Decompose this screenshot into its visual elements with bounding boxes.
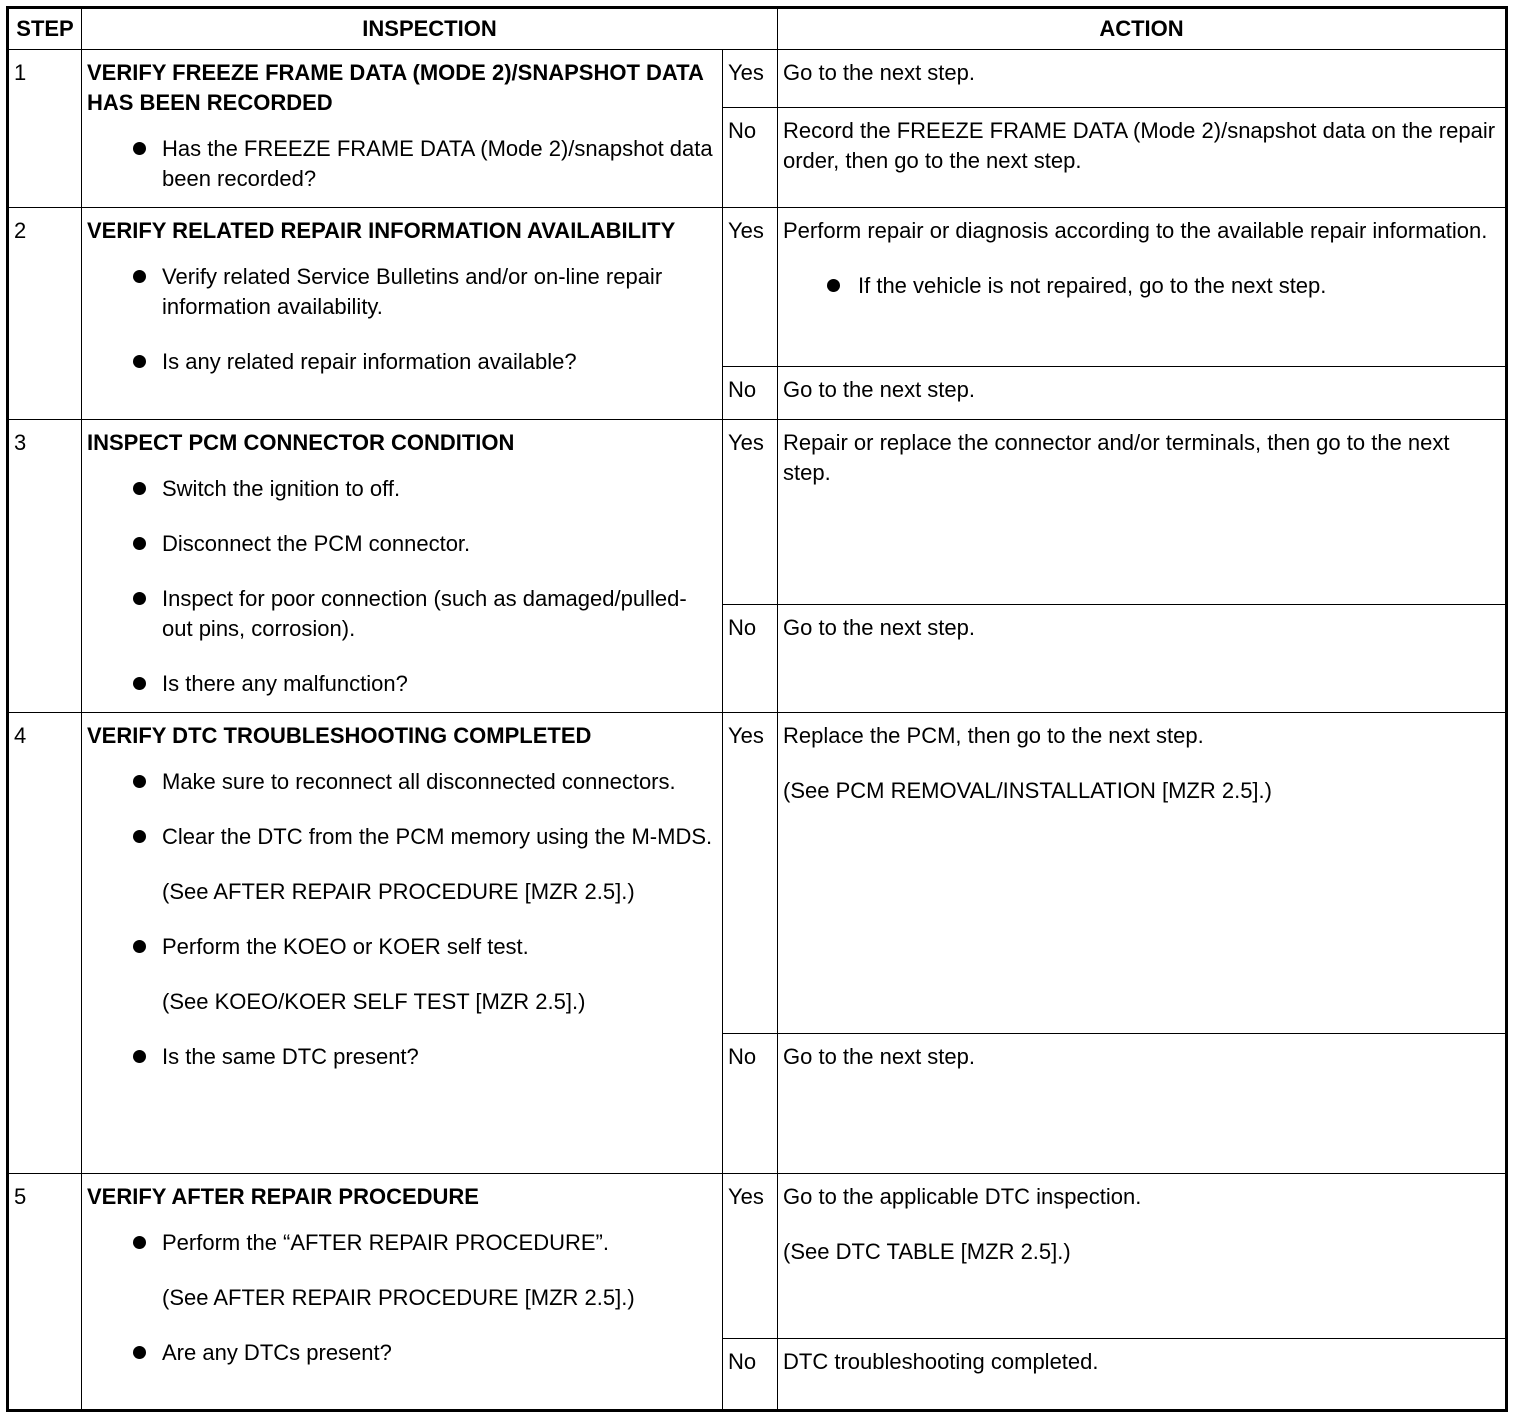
header-step: STEP (8, 8, 82, 50)
inspection-item: Has the FREEZE FRAME DATA (Mode 2)/snapshot data been recorded? (87, 134, 717, 194)
no-action: DTC troubleshooting completed. (778, 1339, 1507, 1411)
yes-action (778, 1174, 1507, 1339)
inspection-item-text: Perform the KOEO or KOER self test. (162, 934, 529, 959)
inspection-item (87, 1228, 717, 1313)
step-number: 4 (8, 713, 82, 1174)
inspection-item (87, 1338, 717, 1368)
step-title: VERIFY FREEZE FRAME DATA (MODE 2)/SNAPSHOT DATA HAS BEEN RECORDED (87, 60, 704, 115)
yes-action-text: Replace the PCM, then go to the next step. (783, 723, 1204, 748)
no-label: No (723, 367, 778, 420)
yes-action: Repair or replace the connector and/or terminals, then go to the next step. (778, 420, 1507, 605)
step-inspection (82, 1174, 723, 1411)
inspection-item: Disconnect the PCM connector. (87, 529, 717, 559)
step-number: 3 (8, 420, 82, 713)
header-inspection: INSPECTION (82, 8, 778, 50)
no-action: Go to the next step. (778, 367, 1507, 420)
yes-action: Go to the next step. (778, 50, 1507, 108)
reference-note: (See AFTER REPAIR PROCEDURE [MZR 2.5].) (162, 1285, 635, 1310)
step-inspection (82, 420, 723, 713)
yes-label: Yes (723, 1174, 778, 1339)
inspection-item (87, 932, 717, 1017)
yes-label: Yes (723, 208, 778, 367)
inspection-item-text: Perform the “AFTER REPAIR PROCEDURE”. (162, 1230, 609, 1255)
no-label: No (723, 1034, 778, 1174)
step-inspection (82, 50, 723, 208)
step-5-yes-row (8, 1174, 1507, 1339)
reference-note: (See AFTER REPAIR PROCEDURE [MZR 2.5].) (162, 879, 635, 904)
inspection-item (87, 1042, 717, 1072)
yes-label: Yes (723, 713, 778, 1034)
inspection-item-text: Is the same DTC present? (162, 1044, 419, 1069)
yes-action-bullet: If the vehicle is not repaired, go to the next step. (783, 271, 1500, 301)
step-1-yes-row (8, 50, 1507, 108)
yes-action (778, 208, 1507, 367)
step-title: VERIFY RELATED REPAIR INFORMATION AVAILABILITY (87, 218, 676, 243)
inspection-item (87, 767, 717, 797)
reference-note: (See PCM REMOVAL/INSTALLATION [MZR 2.5].) (783, 778, 1272, 803)
step-inspection (82, 208, 723, 420)
no-label: No (723, 1339, 778, 1411)
reference-note: (See DTC TABLE [MZR 2.5].) (783, 1239, 1071, 1264)
inspection-item (87, 822, 717, 907)
yes-label: Yes (723, 420, 778, 605)
step-title: VERIFY AFTER REPAIR PROCEDURE (87, 1184, 479, 1209)
yes-action-text: Perform repair or diagnosis according to the available repair information. (783, 218, 1488, 243)
no-action: Go to the next step. (778, 1034, 1507, 1174)
step-title: INSPECT PCM CONNECTOR CONDITION (87, 430, 515, 455)
diagnostic-procedure-table (6, 6, 1508, 1412)
step-3-yes-row (8, 420, 1507, 605)
step-2-yes-row (8, 208, 1507, 367)
reference-note: (See KOEO/KOER SELF TEST [MZR 2.5].) (162, 989, 586, 1014)
step-number: 5 (8, 1174, 82, 1411)
yes-label: Yes (723, 50, 778, 108)
inspection-item: Inspect for poor connection (such as damaged/pulled-out pins, corrosion). (87, 584, 717, 644)
yes-action-text: Go to the applicable DTC inspection. (783, 1184, 1142, 1209)
inspection-item-text: Are any DTCs present? (162, 1340, 392, 1365)
inspection-item: Switch the ignition to off. (87, 474, 717, 504)
no-action: Record the FREEZE FRAME DATA (Mode 2)/snapshot data on the repair order, then go to the next step. (778, 108, 1507, 208)
no-action: Go to the next step. (778, 605, 1507, 713)
yes-action (778, 713, 1507, 1034)
step-inspection (82, 713, 723, 1174)
step-title: VERIFY DTC TROUBLESHOOTING COMPLETED (87, 723, 592, 748)
inspection-item: Is any related repair information available? (87, 347, 717, 377)
inspection-item: Verify related Service Bulletins and/or on-line repair information availability. (87, 262, 717, 322)
step-number: 2 (8, 208, 82, 420)
no-label: No (723, 605, 778, 713)
inspection-item-text: Make sure to reconnect all disconnected connectors. (162, 769, 676, 794)
inspection-item-text: Clear the DTC from the PCM memory using the M-MDS. (162, 824, 713, 849)
step-4-yes-row (8, 713, 1507, 1034)
header-action: ACTION (778, 8, 1507, 50)
no-label: No (723, 108, 778, 208)
step-number: 1 (8, 50, 82, 208)
inspection-item: Is there any malfunction? (87, 669, 717, 699)
